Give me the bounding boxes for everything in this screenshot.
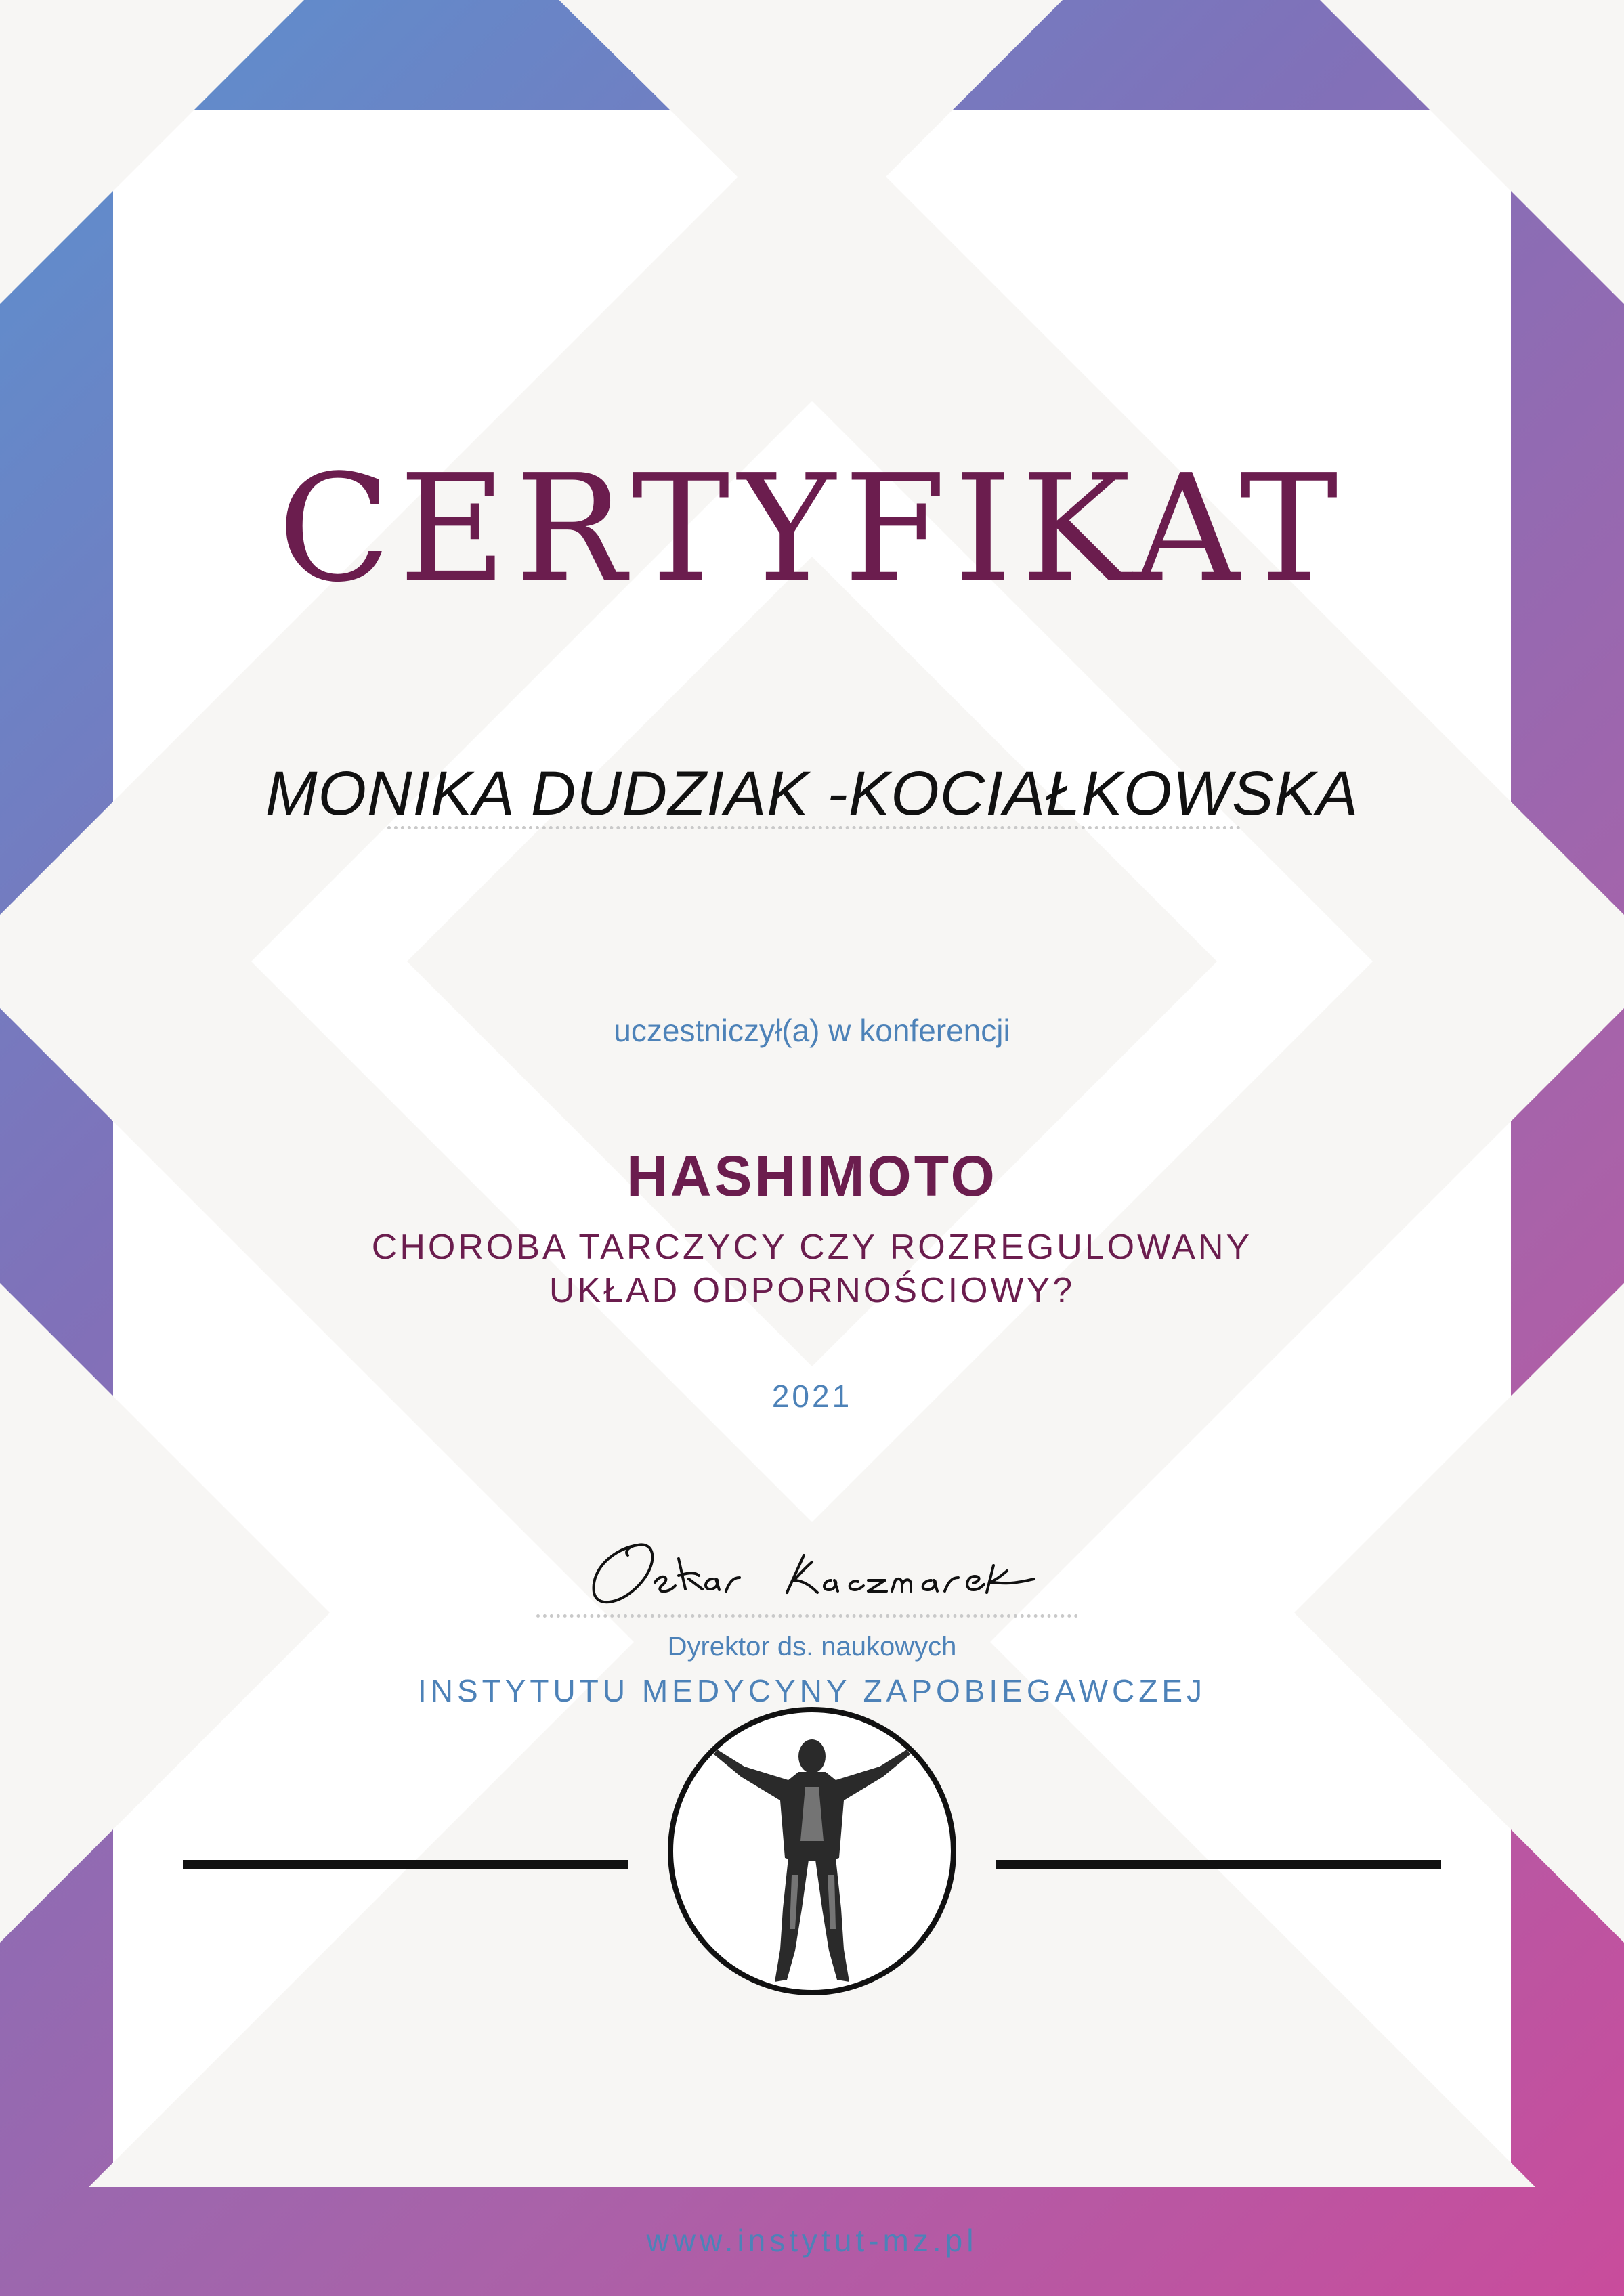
participation-text: uczestniczył(a) w konferencji: [614, 1013, 1010, 1048]
left-divider-line: [183, 1860, 628, 1869]
vitruvian-man-emblem-icon: [666, 1706, 958, 1997]
event-year: 2021: [771, 1379, 853, 1414]
signature: [560, 1518, 1061, 1620]
recipient-name: MONIKA DUDZIAK -KOCIAŁKOWSKA: [265, 759, 1359, 828]
certificate-card: [113, 110, 1511, 2258]
signature-drawing: [560, 1518, 1061, 1620]
signature-dotted-line: [536, 1614, 1078, 1618]
website-link[interactable]: www.instytut-mz.pl: [646, 2223, 978, 2258]
event-subtitle-line-2: UKŁAD ODPORNOŚCIOWY?: [549, 1271, 1075, 1310]
name-dotted-line: [387, 826, 1241, 829]
signatory-role: Dyrektor ds. naukowych: [667, 1632, 957, 1662]
event-subtitle: [113, 1226, 1511, 1312]
right-divider-line: [996, 1860, 1441, 1869]
institute-name: INSTYTUTU MEDYCYNY ZAPOBIEGAWCZEJ: [417, 1673, 1207, 1708]
event-subtitle-line-1: CHOROBA TARCZYCY CZY ROZREGULOWANY: [371, 1228, 1253, 1267]
event-name: HASHIMOTO: [626, 1144, 998, 1208]
certificate-title: CERTYFIKAT: [278, 443, 1346, 615]
